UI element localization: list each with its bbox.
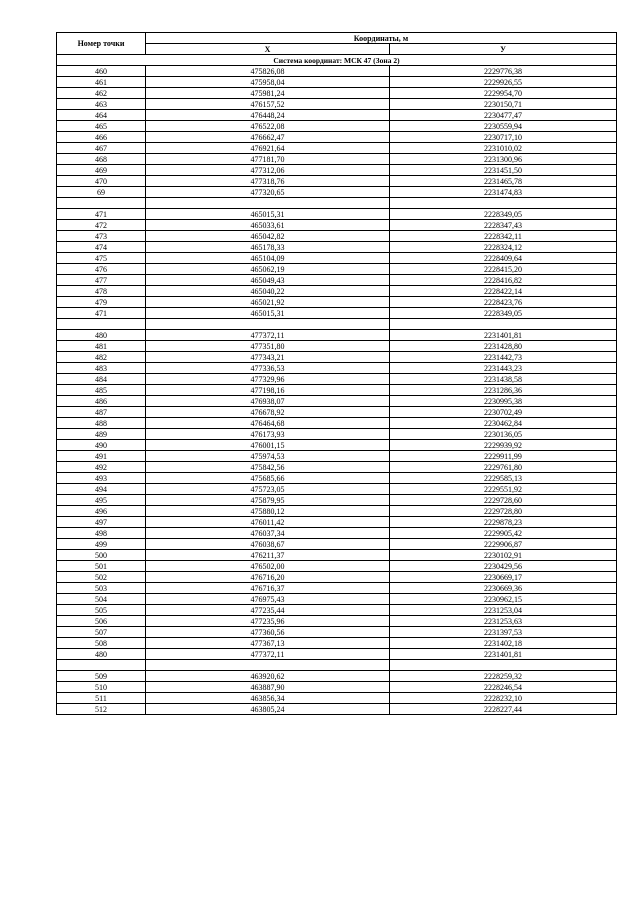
point-number-cell: 480	[57, 649, 146, 660]
x-coordinate-cell: 476157,52	[146, 99, 390, 110]
separator-row	[57, 198, 617, 209]
y-coordinate-cell: 2231253,63	[390, 616, 617, 627]
table-row	[57, 264, 617, 275]
empty-cell	[57, 660, 146, 671]
y-coordinate-cell: 2228415,20	[390, 264, 617, 275]
point-number-cell: 489	[57, 429, 146, 440]
y-coordinate-cell: 2231401,81	[390, 330, 617, 341]
point-number-cell: 474	[57, 242, 146, 253]
table-row	[57, 550, 617, 561]
y-coordinate-cell: 2229761,80	[390, 462, 617, 473]
x-coordinate-cell: 463805,24	[146, 704, 390, 715]
x-coordinate-cell: 476037,34	[146, 528, 390, 539]
table-row	[57, 121, 617, 132]
x-coordinate-cell: 465049,43	[146, 275, 390, 286]
y-coordinate-cell: 2228232,10	[390, 693, 617, 704]
x-coordinate-cell: 477367,13	[146, 638, 390, 649]
y-coordinate-cell: 2229728,60	[390, 495, 617, 506]
point-number-cell: 462	[57, 88, 146, 99]
y-coordinate-cell: 2228416,82	[390, 275, 617, 286]
point-number-header: Номер точки	[57, 33, 146, 55]
x-coordinate-cell: 465015,31	[146, 308, 390, 319]
table-row	[57, 583, 617, 594]
y-coordinate-cell: 2231402,18	[390, 638, 617, 649]
point-number-cell: 477	[57, 275, 146, 286]
point-number-cell: 470	[57, 176, 146, 187]
y-coordinate-cell: 2230559,94	[390, 121, 617, 132]
x-coordinate-cell: 477318,76	[146, 176, 390, 187]
y-coordinate-cell: 2231428,80	[390, 341, 617, 352]
table-row	[57, 539, 617, 550]
point-number-cell: 69	[57, 187, 146, 198]
x-coordinate-cell: 476001,15	[146, 440, 390, 451]
table-row	[57, 308, 617, 319]
y-coordinate-cell: 2228227,44	[390, 704, 617, 715]
table-row	[57, 451, 617, 462]
empty-cell	[390, 319, 617, 330]
y-coordinate-cell: 2231300,96	[390, 154, 617, 165]
point-number-cell: 495	[57, 495, 146, 506]
table-row	[57, 418, 617, 429]
point-number-cell: 478	[57, 286, 146, 297]
x-coordinate-cell: 465015,31	[146, 209, 390, 220]
table-row	[57, 484, 617, 495]
table-row	[57, 275, 617, 286]
table-row	[57, 495, 617, 506]
x-coordinate-cell: 476522,08	[146, 121, 390, 132]
table-row	[57, 462, 617, 473]
y-coordinate-cell: 2231474,83	[390, 187, 617, 198]
x-coordinate-cell: 465178,33	[146, 242, 390, 253]
empty-cell	[390, 660, 617, 671]
y-coordinate-cell: 2230962,15	[390, 594, 617, 605]
table-row	[57, 704, 617, 715]
x-coordinate-cell: 476716,37	[146, 583, 390, 594]
table-row	[57, 231, 617, 242]
x-coordinate-cell: 476716,20	[146, 572, 390, 583]
point-number-cell: 497	[57, 517, 146, 528]
point-number-cell: 503	[57, 583, 146, 594]
y-coordinate-cell: 2231253,04	[390, 605, 617, 616]
x-coordinate-cell: 475685,66	[146, 473, 390, 484]
y-coordinate-cell: 2228347,43	[390, 220, 617, 231]
y-coordinate-cell: 2230477,47	[390, 110, 617, 121]
x-coordinate-cell: 476662,47	[146, 132, 390, 143]
point-number-cell: 473	[57, 231, 146, 242]
y-coordinate-cell: 2229585,13	[390, 473, 617, 484]
y-coordinate-cell: 2228246,54	[390, 682, 617, 693]
table-row	[57, 374, 617, 385]
table-row	[57, 88, 617, 99]
table-row	[57, 363, 617, 374]
table-row	[57, 352, 617, 363]
table-row	[57, 638, 617, 649]
x-coordinate-cell: 477351,80	[146, 341, 390, 352]
x-coordinate-cell: 477329,96	[146, 374, 390, 385]
x-coordinate-cell: 465021,92	[146, 297, 390, 308]
table-row	[57, 473, 617, 484]
table-row	[57, 429, 617, 440]
y-coordinate-cell: 2229954,70	[390, 88, 617, 99]
y-coordinate-cell: 2228423,76	[390, 297, 617, 308]
empty-cell	[57, 319, 146, 330]
empty-cell	[146, 198, 390, 209]
y-coordinate-cell: 2228259,32	[390, 671, 617, 682]
y-coordinate-cell: 2231010,02	[390, 143, 617, 154]
point-number-cell: 464	[57, 110, 146, 121]
point-number-cell: 483	[57, 363, 146, 374]
coordinates-header: Координаты, м	[146, 33, 617, 44]
y-coordinate-cell: 2229939,92	[390, 440, 617, 451]
x-coordinate-cell: 477336,53	[146, 363, 390, 374]
y-coordinate-cell: 2229878,23	[390, 517, 617, 528]
table-row	[57, 407, 617, 418]
x-coordinate-cell: 476038,67	[146, 539, 390, 550]
table-row	[57, 330, 617, 341]
x-coordinate-cell: 476211,37	[146, 550, 390, 561]
point-number-cell: 487	[57, 407, 146, 418]
x-coordinate-cell: 475826,08	[146, 66, 390, 77]
y-coordinate-cell: 2228349,05	[390, 308, 617, 319]
x-coordinate-cell: 475880,12	[146, 506, 390, 517]
table-row	[57, 253, 617, 264]
point-number-cell: 508	[57, 638, 146, 649]
x-coordinate-cell: 477372,11	[146, 330, 390, 341]
x-coordinate-cell: 476011,42	[146, 517, 390, 528]
table-row	[57, 616, 617, 627]
x-coordinate-cell: 475981,24	[146, 88, 390, 99]
y-coordinate-cell: 2230429,56	[390, 561, 617, 572]
coordinates-table	[56, 32, 617, 715]
x-coordinate-cell: 477235,44	[146, 605, 390, 616]
table-row	[57, 77, 617, 88]
x-coordinate-cell: 477235,96	[146, 616, 390, 627]
y-coordinate-cell: 2228324,12	[390, 242, 617, 253]
y-coordinate-cell: 2230702,49	[390, 407, 617, 418]
point-number-cell: 471	[57, 209, 146, 220]
table-row	[57, 561, 617, 572]
y-coordinate-cell: 2230669,36	[390, 583, 617, 594]
point-number-cell: 493	[57, 473, 146, 484]
table-row	[57, 176, 617, 187]
x-coordinate-cell: 477198,16	[146, 385, 390, 396]
point-number-cell: 486	[57, 396, 146, 407]
table-row	[57, 671, 617, 682]
y-coordinate-cell: 2231397,53	[390, 627, 617, 638]
y-coordinate-cell: 2229776,38	[390, 66, 617, 77]
point-number-cell: 498	[57, 528, 146, 539]
x-coordinate-cell: 476464,68	[146, 418, 390, 429]
table-row	[57, 693, 617, 704]
x-coordinate-cell: 476938,07	[146, 396, 390, 407]
y-coordinate-cell: 2228349,05	[390, 209, 617, 220]
table-row	[57, 286, 617, 297]
point-number-cell: 512	[57, 704, 146, 715]
y-coordinate-cell: 2231451,50	[390, 165, 617, 176]
separator-row	[57, 319, 617, 330]
point-number-cell: 479	[57, 297, 146, 308]
y-coordinate-cell: 2231438,58	[390, 374, 617, 385]
point-number-cell: 499	[57, 539, 146, 550]
table-row	[57, 385, 617, 396]
x-header: Х	[146, 44, 390, 55]
table-row	[57, 649, 617, 660]
table-row	[57, 440, 617, 451]
point-number-cell: 463	[57, 99, 146, 110]
point-number-cell: 461	[57, 77, 146, 88]
y-header: У	[390, 44, 617, 55]
point-number-cell: 494	[57, 484, 146, 495]
table-row	[57, 297, 617, 308]
y-coordinate-cell: 2229551,92	[390, 484, 617, 495]
y-coordinate-cell: 2230995,38	[390, 396, 617, 407]
x-coordinate-cell: 475723,05	[146, 484, 390, 495]
x-coordinate-cell: 475879,95	[146, 495, 390, 506]
y-coordinate-cell: 2229728,80	[390, 506, 617, 517]
y-coordinate-cell: 2228409,64	[390, 253, 617, 264]
x-coordinate-cell: 475974,53	[146, 451, 390, 462]
x-coordinate-cell: 463887,90	[146, 682, 390, 693]
point-number-cell: 480	[57, 330, 146, 341]
y-coordinate-cell: 2229905,42	[390, 528, 617, 539]
table-row	[57, 341, 617, 352]
point-number-cell: 465	[57, 121, 146, 132]
y-coordinate-cell: 2231286,36	[390, 385, 617, 396]
point-number-cell: 468	[57, 154, 146, 165]
coordinate-system-row: Система координат: МСК 47 (Зона 2)	[57, 55, 617, 66]
y-coordinate-cell: 2230102,91	[390, 550, 617, 561]
y-coordinate-cell: 2230462,84	[390, 418, 617, 429]
empty-cell	[146, 660, 390, 671]
y-coordinate-cell: 2228342,11	[390, 231, 617, 242]
x-coordinate-cell: 477312,06	[146, 165, 390, 176]
table-row	[57, 572, 617, 583]
x-coordinate-cell: 477181,70	[146, 154, 390, 165]
x-coordinate-cell: 475842,56	[146, 462, 390, 473]
table-row	[57, 528, 617, 539]
point-number-cell: 502	[57, 572, 146, 583]
point-number-cell: 507	[57, 627, 146, 638]
table-row	[57, 506, 617, 517]
table-row	[57, 132, 617, 143]
point-number-cell: 491	[57, 451, 146, 462]
separator-row	[57, 660, 617, 671]
point-number-cell: 472	[57, 220, 146, 231]
point-number-cell: 492	[57, 462, 146, 473]
table-row	[57, 143, 617, 154]
x-coordinate-cell: 476921,64	[146, 143, 390, 154]
point-number-cell: 484	[57, 374, 146, 385]
table-row	[57, 165, 617, 176]
x-coordinate-cell: 465040,22	[146, 286, 390, 297]
x-coordinate-cell: 477343,21	[146, 352, 390, 363]
x-coordinate-cell: 465062,19	[146, 264, 390, 275]
empty-cell	[57, 198, 146, 209]
point-number-cell: 506	[57, 616, 146, 627]
table-row	[57, 66, 617, 77]
point-number-cell: 476	[57, 264, 146, 275]
point-number-cell: 488	[57, 418, 146, 429]
y-coordinate-cell: 2230717,10	[390, 132, 617, 143]
point-number-cell: 475	[57, 253, 146, 264]
x-coordinate-cell: 476678,92	[146, 407, 390, 418]
x-coordinate-cell: 477360,56	[146, 627, 390, 638]
x-coordinate-cell: 465033,61	[146, 220, 390, 231]
x-coordinate-cell: 477320,65	[146, 187, 390, 198]
point-number-cell: 504	[57, 594, 146, 605]
coordinates-sheet	[56, 32, 616, 715]
point-number-cell: 460	[57, 66, 146, 77]
y-coordinate-cell: 2231443,23	[390, 363, 617, 374]
point-number-cell: 511	[57, 693, 146, 704]
point-number-cell: 467	[57, 143, 146, 154]
y-coordinate-cell: 2228422,14	[390, 286, 617, 297]
x-coordinate-cell: 463856,34	[146, 693, 390, 704]
point-number-cell: 505	[57, 605, 146, 616]
y-coordinate-cell: 2230136,05	[390, 429, 617, 440]
table-row	[57, 110, 617, 121]
point-number-cell: 500	[57, 550, 146, 561]
table-row	[57, 682, 617, 693]
table-row	[57, 396, 617, 407]
table-row	[57, 99, 617, 110]
x-coordinate-cell: 475958,04	[146, 77, 390, 88]
x-coordinate-cell: 477372,11	[146, 649, 390, 660]
y-coordinate-cell: 2230669,17	[390, 572, 617, 583]
point-number-cell: 485	[57, 385, 146, 396]
table-row	[57, 187, 617, 198]
table-row	[57, 209, 617, 220]
point-number-cell: 466	[57, 132, 146, 143]
point-number-cell: 501	[57, 561, 146, 572]
empty-cell	[390, 198, 617, 209]
y-coordinate-cell: 2231442,73	[390, 352, 617, 363]
point-number-cell: 482	[57, 352, 146, 363]
x-coordinate-cell: 476975,43	[146, 594, 390, 605]
table-row	[57, 605, 617, 616]
x-coordinate-cell: 476502,00	[146, 561, 390, 572]
point-number-cell: 509	[57, 671, 146, 682]
x-coordinate-cell: 476448,24	[146, 110, 390, 121]
point-number-cell: 469	[57, 165, 146, 176]
point-number-cell: 510	[57, 682, 146, 693]
point-number-cell: 496	[57, 506, 146, 517]
table-row	[57, 627, 617, 638]
x-coordinate-cell: 465042,82	[146, 231, 390, 242]
x-coordinate-cell: 463920,62	[146, 671, 390, 682]
x-coordinate-cell: 465104,09	[146, 253, 390, 264]
y-coordinate-cell: 2231401,81	[390, 649, 617, 660]
table-row	[57, 242, 617, 253]
y-coordinate-cell: 2231465,78	[390, 176, 617, 187]
point-number-cell: 490	[57, 440, 146, 451]
y-coordinate-cell: 2230150,71	[390, 99, 617, 110]
empty-cell	[146, 319, 390, 330]
y-coordinate-cell: 2229911,99	[390, 451, 617, 462]
x-coordinate-cell: 476173,93	[146, 429, 390, 440]
table-row	[57, 220, 617, 231]
table-row	[57, 154, 617, 165]
point-number-cell: 471	[57, 308, 146, 319]
table-body	[57, 55, 617, 715]
point-number-cell: 481	[57, 341, 146, 352]
table-row	[57, 517, 617, 528]
table-row	[57, 594, 617, 605]
y-coordinate-cell: 2229926,55	[390, 77, 617, 88]
y-coordinate-cell: 2229906,87	[390, 539, 617, 550]
